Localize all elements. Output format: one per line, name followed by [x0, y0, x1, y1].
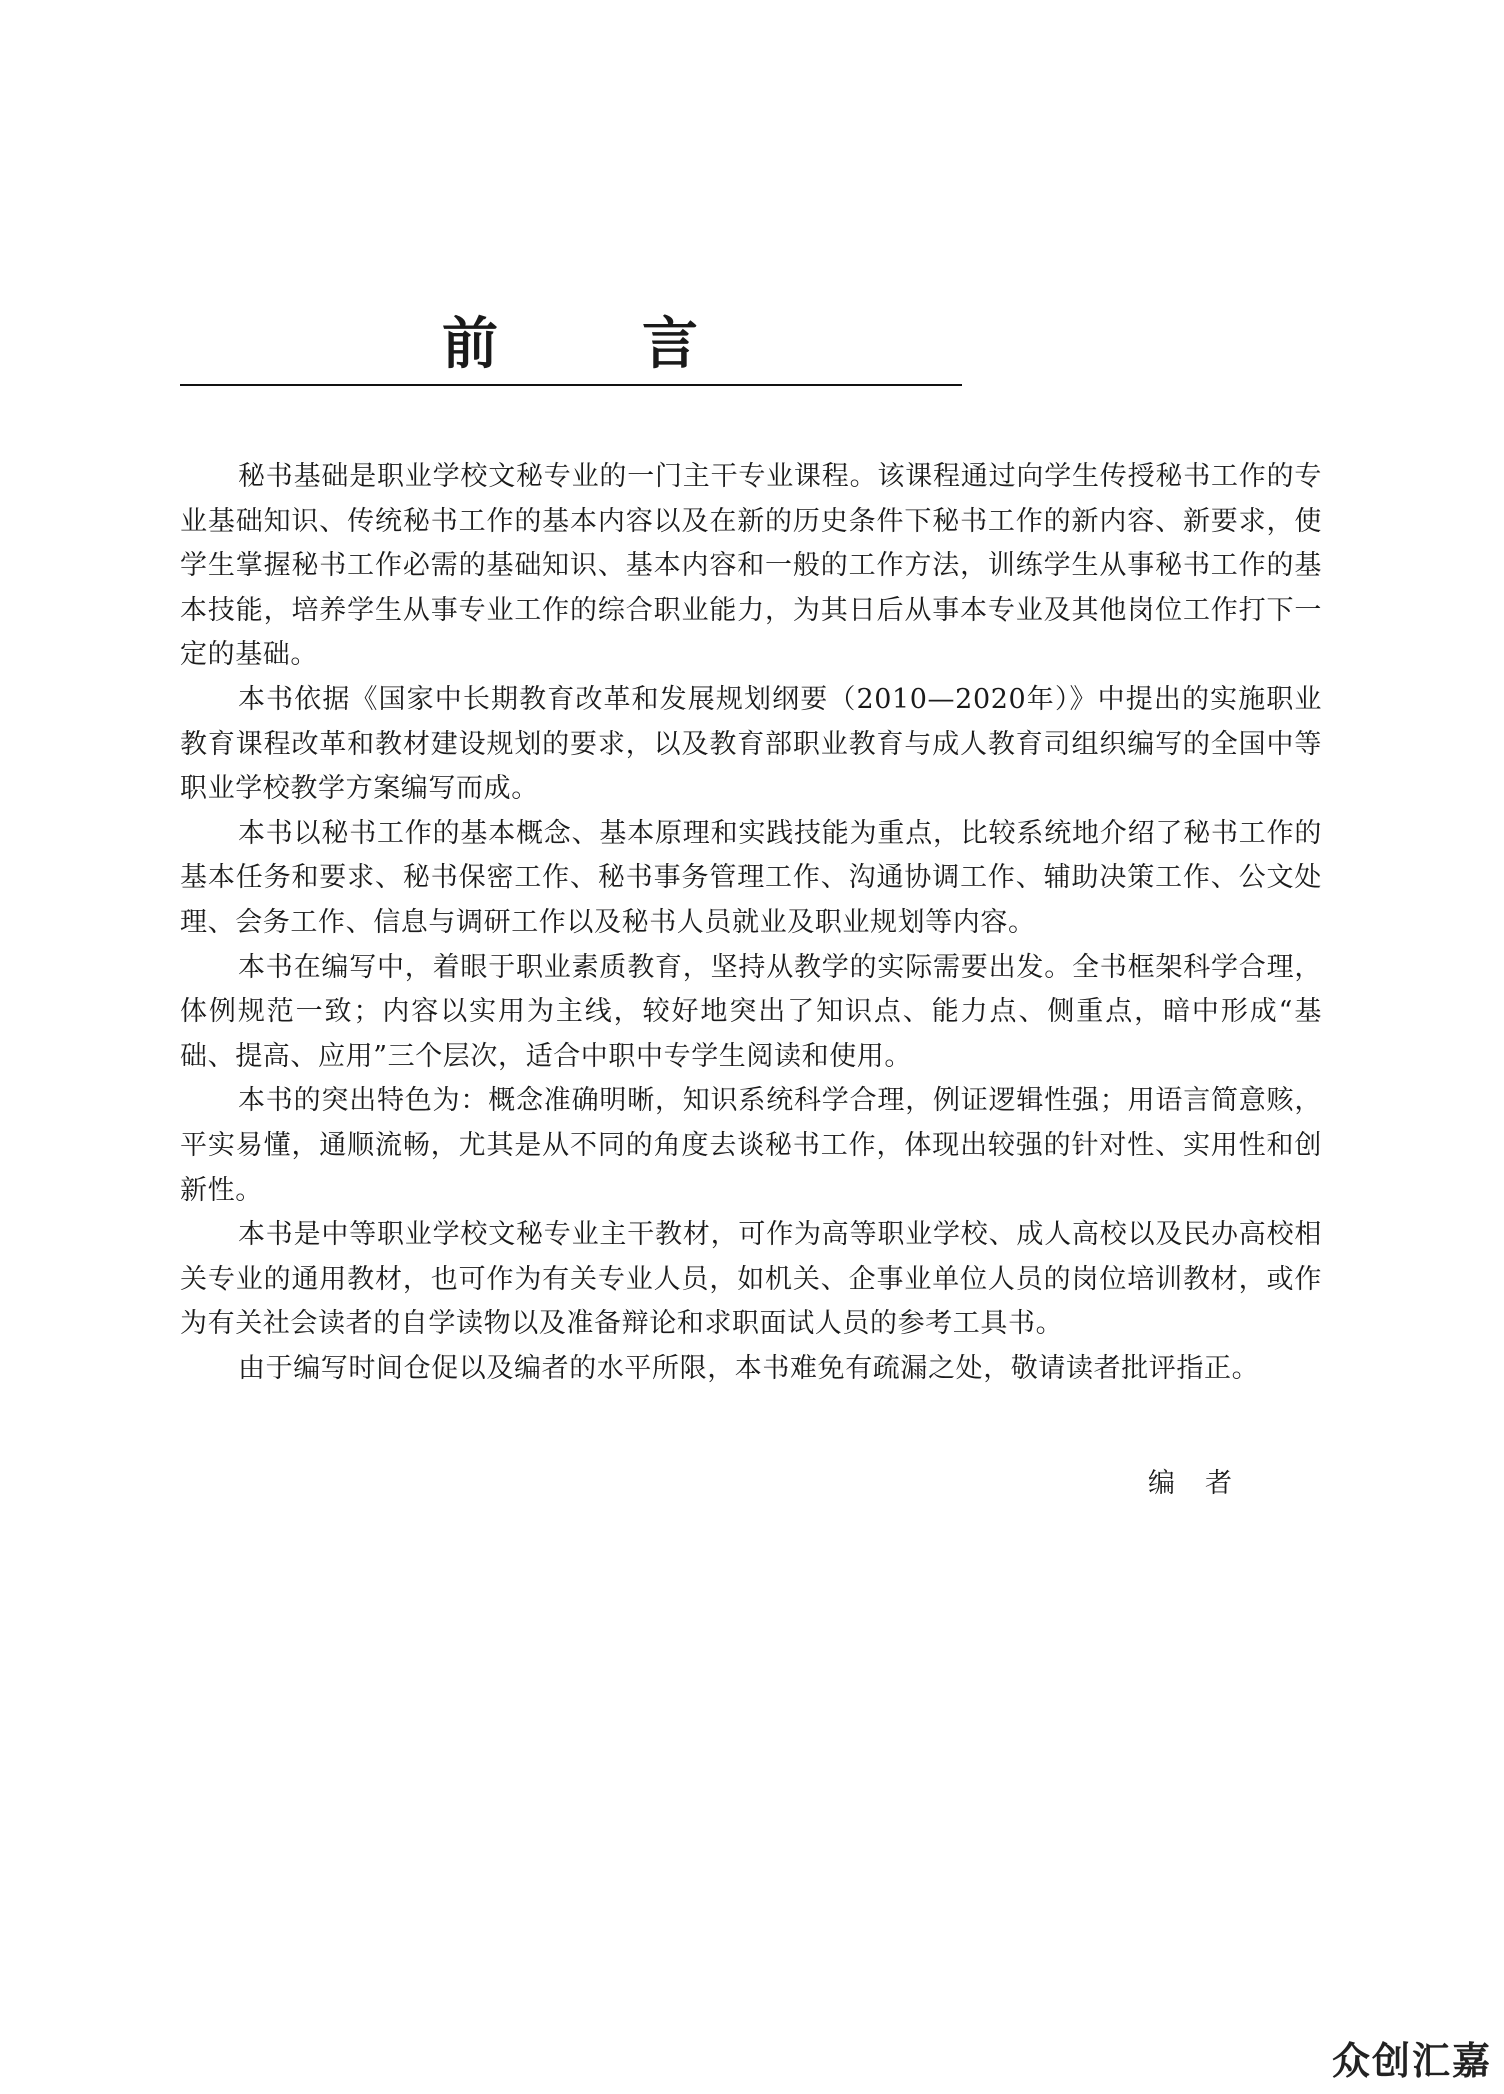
title-underline — [180, 384, 962, 386]
watermark-logo: 众创汇嘉 — [1331, 2039, 1492, 2083]
preface-paragraph-6: 本书是中等职业学校文秘专业主干教材，可作为高等职业学校、成人高校以及民办高校相关专业的通用教材，也可作为有关专业人员，如机关、企事业单位人员的岗位培训教材，或作为有关社会读者的自学读物以及准备辩论和求职面试人员的参考工具书。 — [180, 1219, 1322, 1340]
preface-paragraph-3: 本书以秘书工作的基本概念、基本原理和实践技能为重点，比较系统地介绍了秘书工作的基本任务和要求、秘书保密工作、秘书事务管理工作、沟通协调工作、辅助决策工作、公文处理、会务工作、信息与调研工作以及秘书人员就业及职业规划等内容。 — [180, 817, 1322, 938]
preface-paragraph-4: 本书在编写中，着眼于职业素质教育，坚持从教学的实际需要出发。全书框架科学合理，体例规范一致；内容以实用为主线，较好地突出了知识点、能力点、侧重点，暗中形成“基础、提高、应用”三个层次，适合中职中专学生阅读和使用。 — [180, 951, 1322, 1072]
preface-paragraph-2: 本书依据《国家中长期教育改革和发展规划纲要（2010—2020年）》中提出的实施职业教育课程改革和教材建设规划的要求，以及教育部职业教育与成人教育司组织编写的全国中等职业学校教学方案编写而成。 — [180, 683, 1322, 805]
preface-paragraph-1: 秘书基础是职业学校文秘专业的一门主干专业课程。该课程通过向学生传授秘书工作的专业基础知识、传统秘书工作的基本内容以及在新的历史条件下秘书工作的新内容、新要求，使学生掌握秘书工作必需的基础知识、基本内容和一般的工作方法，训练学生从事秘书工作的基本技能，培养学生从事专业工作的综合职业能力，为其日后从事本专业及其他岗位工作打下一定的基础。 — [180, 461, 1322, 671]
page-title: 前 言 — [442, 312, 742, 377]
author-signature: 编者 — [1148, 1468, 1262, 1499]
preface-paragraph-5: 本书的突出特色为：概念准确明晰，知识系统科学合理，例证逻辑性强；用语言简意赅，平实易懂，通顺流畅，尤其是从不同的角度去谈秘书工作，体现出较强的针对性、实用性和创新性。 — [180, 1085, 1322, 1206]
preface-paragraph-7: 由于编写时间仓促以及编者的水平所限，本书难免有疏漏之处，敬请读者批评指正。 — [238, 1352, 1260, 1384]
preface-body — [180, 455, 1322, 1391]
